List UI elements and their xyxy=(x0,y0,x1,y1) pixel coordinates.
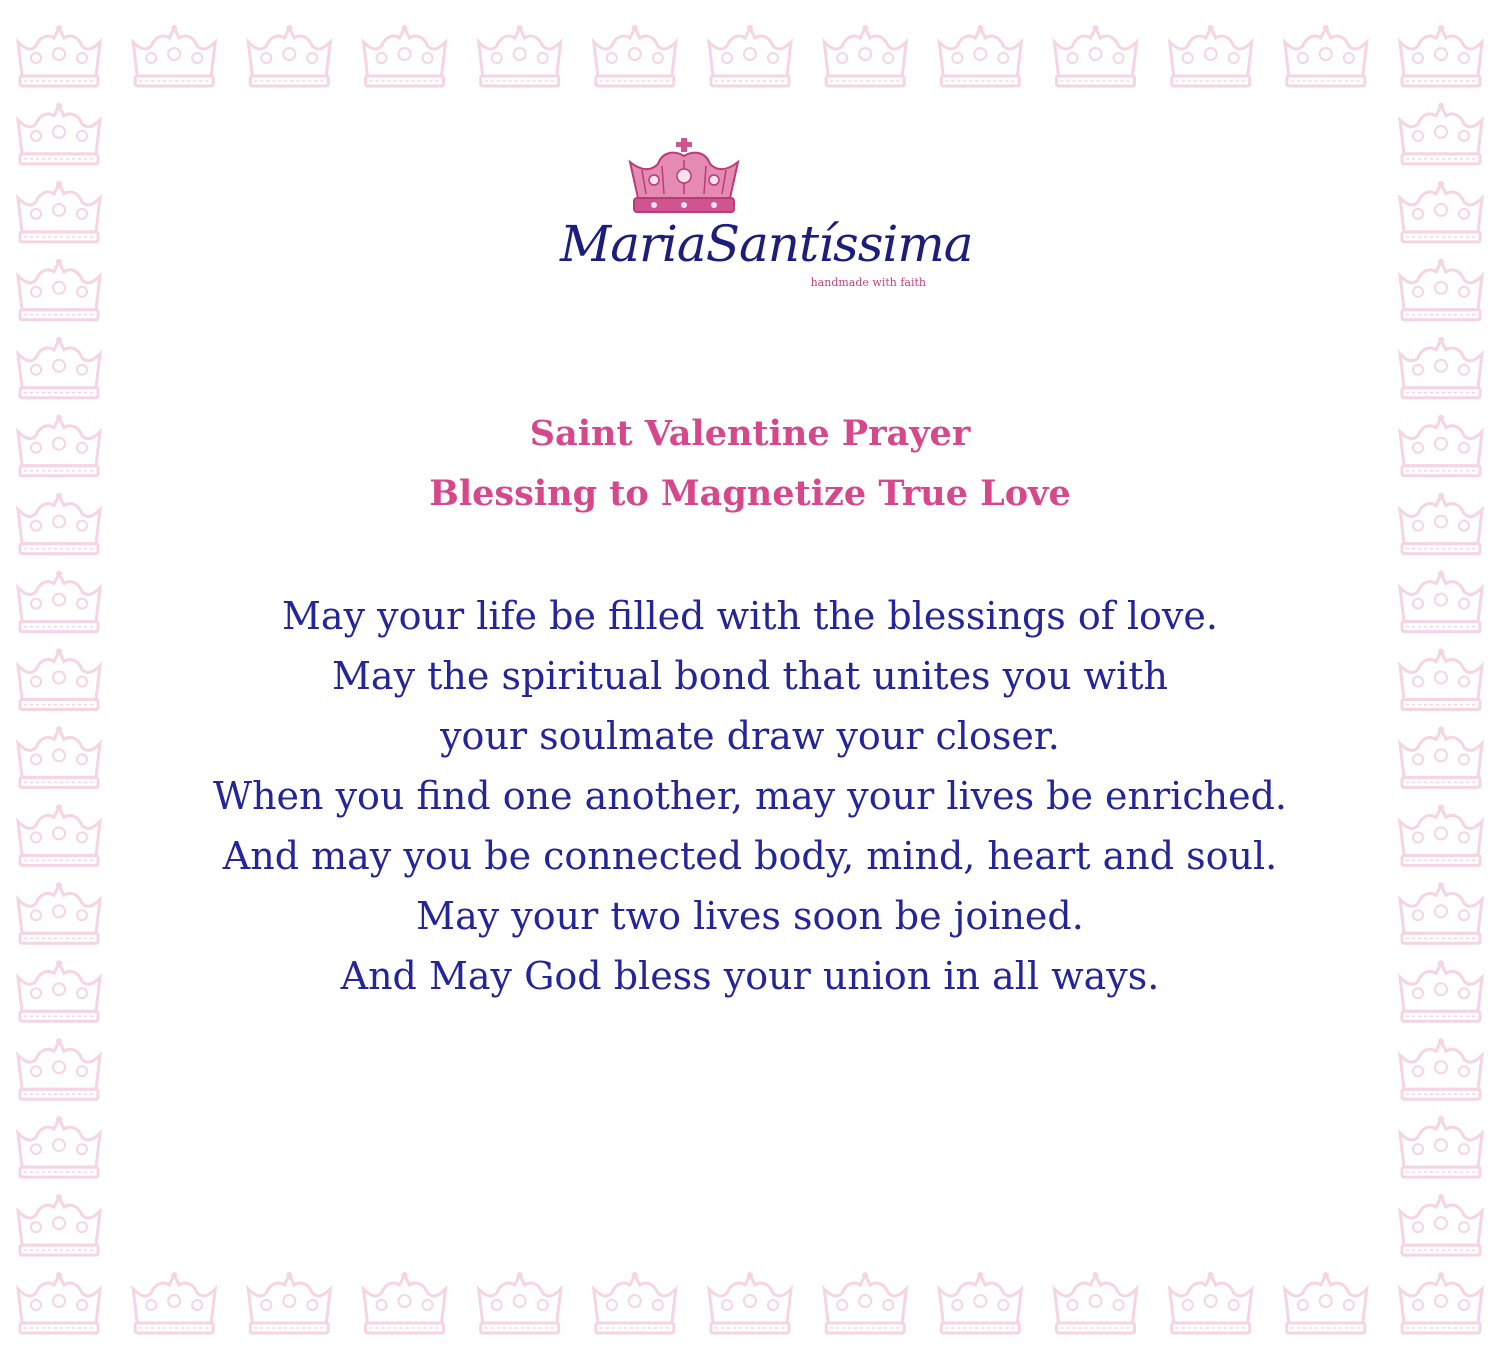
prayer-line: And may you be connected body, mind, heart and soul. xyxy=(222,834,1278,878)
brand-logo xyxy=(560,136,973,296)
brand-tagline: handmade with faith xyxy=(810,276,926,289)
prayer-title xyxy=(0,404,1500,524)
brand-name: MariaSantíssima xyxy=(560,215,973,273)
title-line-2: Blessing to Magnetize True Love xyxy=(429,473,1071,514)
prayer-line: your soulmate draw your closer. xyxy=(440,714,1060,758)
crown-icon xyxy=(624,136,744,218)
prayer-text xyxy=(0,586,1500,1006)
title-line-1: Saint Valentine Prayer xyxy=(529,413,971,454)
prayer-line: And May God bless your union in all ways. xyxy=(340,954,1160,998)
prayer-line: May your life be filled with the blessings of love. xyxy=(282,594,1218,638)
prayer-line: When you find one another, may your lives be enriched. xyxy=(213,774,1287,818)
prayer-line: May the spiritual bond that unites you with xyxy=(332,654,1168,698)
prayer-line: May your two lives soon be joined. xyxy=(416,894,1084,938)
